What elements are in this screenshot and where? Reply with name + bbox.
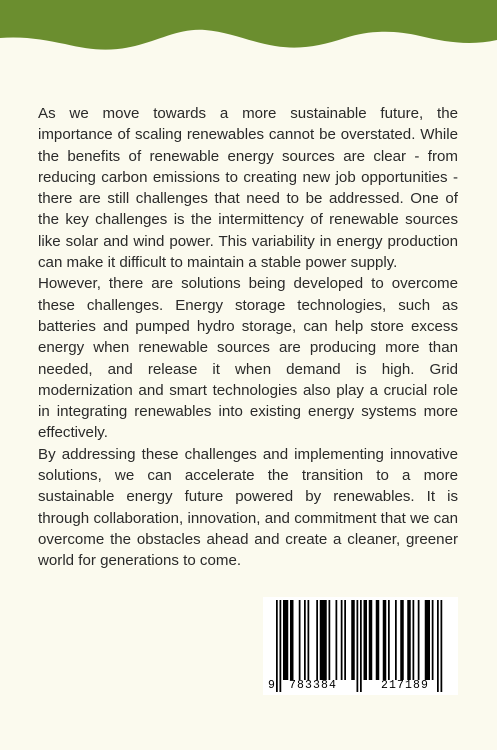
barcode-bar	[344, 600, 346, 680]
barcode-bar	[369, 600, 373, 680]
barcode-bar	[407, 600, 411, 680]
barcode-bar	[360, 600, 362, 692]
barcode-bar	[351, 600, 355, 680]
barcode-bar	[329, 600, 331, 680]
cover-body-text	[38, 103, 458, 572]
barcode-bar	[280, 600, 282, 692]
barcode-bar	[304, 600, 306, 680]
top-wave-banner	[0, 0, 497, 70]
paragraph-3: By addressing these challenges and implementing innovative solutions, we can accelerate the transition to a more sustainable energy future powered by renewables. It is through collaboration, innovation, and commitment that we can overcome the obstacles ahead and create a cleaner, greener world for generations to come.	[38, 445, 458, 570]
barcode-bar	[283, 600, 288, 680]
barcode-bar	[437, 600, 439, 692]
barcode-bar	[418, 600, 420, 680]
isbn-barcode	[263, 597, 458, 695]
barcode-lead-digit: 9	[268, 679, 277, 692]
barcode-bar	[341, 600, 343, 680]
barcode-bar	[290, 600, 294, 680]
barcode-bar	[395, 600, 397, 680]
barcode-bar	[357, 600, 359, 692]
barcode-bar	[432, 600, 434, 680]
barcode-bar	[400, 600, 404, 680]
paragraph-1: As we move towards a more sustainable future, the importance of scaling renewables cannot be overstated. While the benefits of renewable energy sources are clear - from reducing carbon emissions to creating new job opportunities - there are still challenges that need to be addressed. One of the key challenges is the intermittency of renewable sources like solar and wind power. This variability in energy production can make it difficult to maintain a stable power supply.	[38, 105, 458, 272]
barcode-bar	[383, 600, 387, 680]
barcode-bar	[388, 600, 390, 680]
barcode-bar	[316, 600, 318, 680]
barcode-bar	[441, 600, 443, 692]
barcode-bar	[425, 600, 430, 680]
barcode-bar	[413, 600, 415, 680]
barcode-bar	[364, 600, 368, 680]
paragraph-2: However, there are solutions being developed to overcome these challenges. Energy storage technologies, such as batteries and pumped hydro storage, can help store excess energy when renewable sources are producing more than needed, and release it when demand is high. Grid modernization and smart technologies also play a crucial role in integrating renewables into existing energy systems more effectively.	[38, 275, 458, 442]
barcode-bar	[276, 600, 278, 692]
barcode-right-group: 217189	[381, 679, 430, 692]
barcode-bar	[376, 600, 380, 680]
barcode-bar	[299, 600, 301, 680]
barcode-bar	[308, 600, 310, 680]
barcode-bar	[336, 600, 338, 680]
barcode-left-group: 783384	[289, 679, 338, 692]
barcode-bar	[320, 600, 327, 680]
